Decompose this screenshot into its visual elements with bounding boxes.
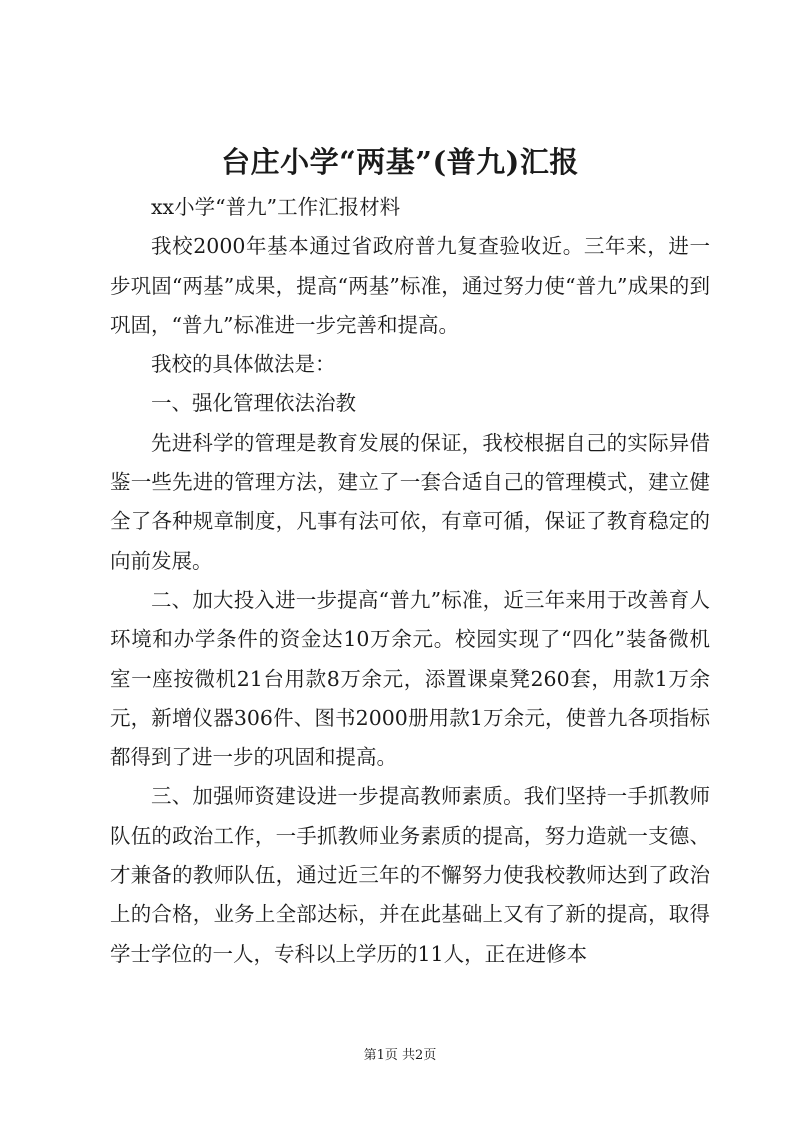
document-title: 台庄小学“两基”(普九)汇报: [221, 145, 579, 179]
paragraph-intro: 我校2000年基本通过省政府普九复查验收近。三年来，进一步巩固“两基”成果，提高“两基”标准，通过努力使“普九”成果的到巩固，“普九”标准进一步完善和提高。: [110, 234, 710, 337]
paragraph-teachers: 三、加强师资建设进一步提高教师素质。我们坚持一手抓教师队伍的政治工作，一手抓教师业务素质的提高，努力造就一支德、才兼备的教师队伍，通过近三年的不懈努力使我校教师达到了政治上的合格，业务上全部达标，并在此基础上又有了新的提高，取得学士学位的一人，专科以上学历的11人，正在进修本: [110, 784, 710, 966]
paragraph-management: 先进科学的管理是教育发展的保证，我校根据自己的实际异借鉴一些先进的管理方法，建立了一套合适自己的管理模式，建立健全了各种规章制度，凡事有法可依，有章可循，保证了教育稳定的向前发展。: [110, 430, 710, 573]
paragraph-subtitle: xx小学“普九”工作汇报材料: [151, 195, 401, 219]
paragraph-methods-lead: 我校的具体做法是：: [151, 352, 336, 377]
document-body: [110, 188, 710, 974]
section-heading-management: 一、强化管理依法治教: [151, 391, 356, 416]
paragraph-investment: 二、加大投入进一步提高“普九”标准，近三年来用于改善育人环境和办学条件的资金达10万余元。校园实现了“四化”装备微机室一座按微机21台用款8万余元，添置课桌凳260套，用款1万余元，新增仪器306件、图书2000册用款1万余元，使普九各项指标都得到了进一步的巩固和提高。: [110, 587, 710, 770]
page-footer: 第1页 共2页: [363, 1048, 437, 1063]
